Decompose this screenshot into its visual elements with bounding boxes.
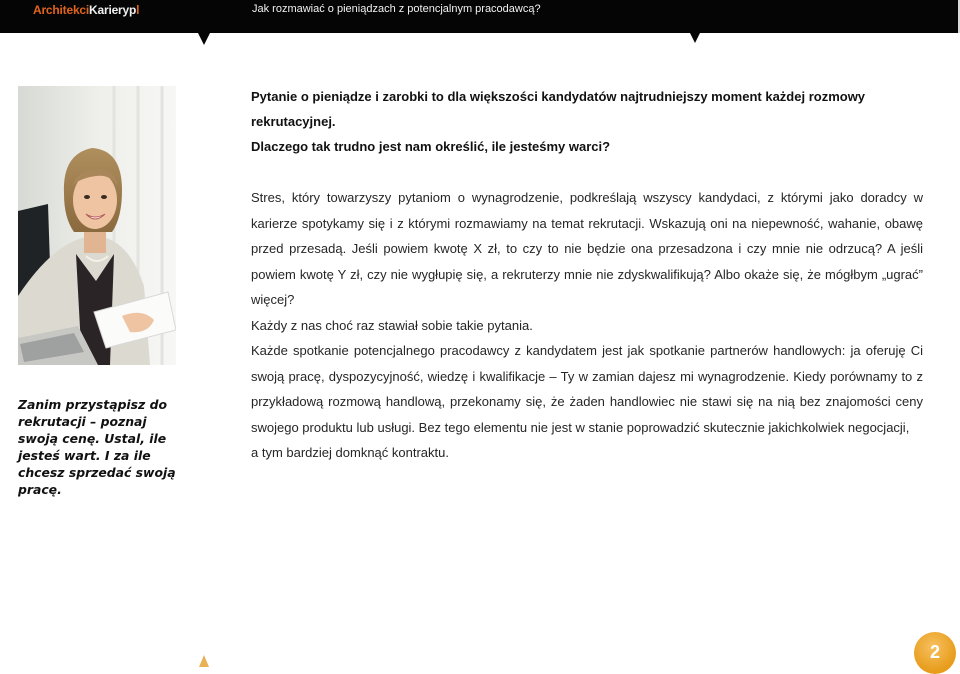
sidebar-caption: Zanim przystąpisz do rekrutacji – poznaj swoją cenę. Ustal, ile jesteś wart. I za ile chcesz sprzedać swoją pracę.: [18, 397, 176, 497]
page-number-badge: 2: [914, 632, 956, 674]
paragraph-2-last-line: a tym bardziej domknąć kontraktu.: [251, 445, 449, 461]
logo-part-1: Architekci: [33, 3, 90, 17]
logo: [33, 3, 139, 17]
logo-part-2: Karieryp: [89, 3, 137, 17]
lead-line-1: Pytanie o pieniądze i zarobki to dla większości kandydatów najtrudniejszy moment każdej rozmowy rekrutacyjnej.: [251, 89, 866, 129]
header-title: Jak rozmawiać o pieniądzach z potencjalnym pracodawcą?: [252, 3, 541, 15]
header-notch-right: [690, 33, 700, 43]
paragraph-2-body: Każde spotkanie potencjalnego pracodawcy z kandydatem jest jak spotkanie partnerów handlowych: ja oferuję Ci swoją pracę, dyspozycyjność, wiedzę i kwalifikacje – Ty w zamian dajesz mi wynagrodzenie. Kiedy porównamy to z przykładową rozmową handlową, przekonamy się, że żaden handlowiec nie stawi się na nią bez znajomości ceny swojego produktu lub usługi. Bez tego elementu nie jest w stanie poprowadzić skutecznie jakichkolwiek negocjacji,: [251, 343, 923, 435]
paragraph-2: [251, 338, 923, 466]
logo-part-3: l: [136, 3, 140, 17]
woman-at-desk-photo: [18, 86, 176, 365]
paragraph-1-body: Stres, który towarzyszy pytaniom o wynagrodzenie, podkreślają wszyscy kandydaci, z którymi jako doradcy w karierze spotykamy się i z którymi rozmawiamy na temat rekrutacji. Wskazują oni na niepewność, wahanie, obawę przed przesadą. Jeśli powiem kwotę X zł, to czy to nie będzie ona przesadzona i czy mnie nie odrzucą? A jeśli powiem kwotę Y zł, czy nie wygłupię się, a rekruterzy mnie nie zdyskwalifikują? Albo okaże się, że mógłbym „ugrać” więcej?: [251, 190, 923, 308]
header-bar: [0, 0, 960, 33]
bottom-marker-triangle: [199, 655, 209, 667]
header-notch-left: [198, 33, 210, 45]
paragraph-1: [251, 185, 923, 339]
photo-illustration: [18, 86, 176, 365]
paragraph-1-last-line: Każdy z nas choć raz stawiał sobie takie pytania.: [251, 317, 533, 333]
lead-text: [251, 84, 923, 159]
lead-line-2: Dlaczego tak trudno jest nam określić, ile jesteśmy warci?: [251, 139, 611, 154]
